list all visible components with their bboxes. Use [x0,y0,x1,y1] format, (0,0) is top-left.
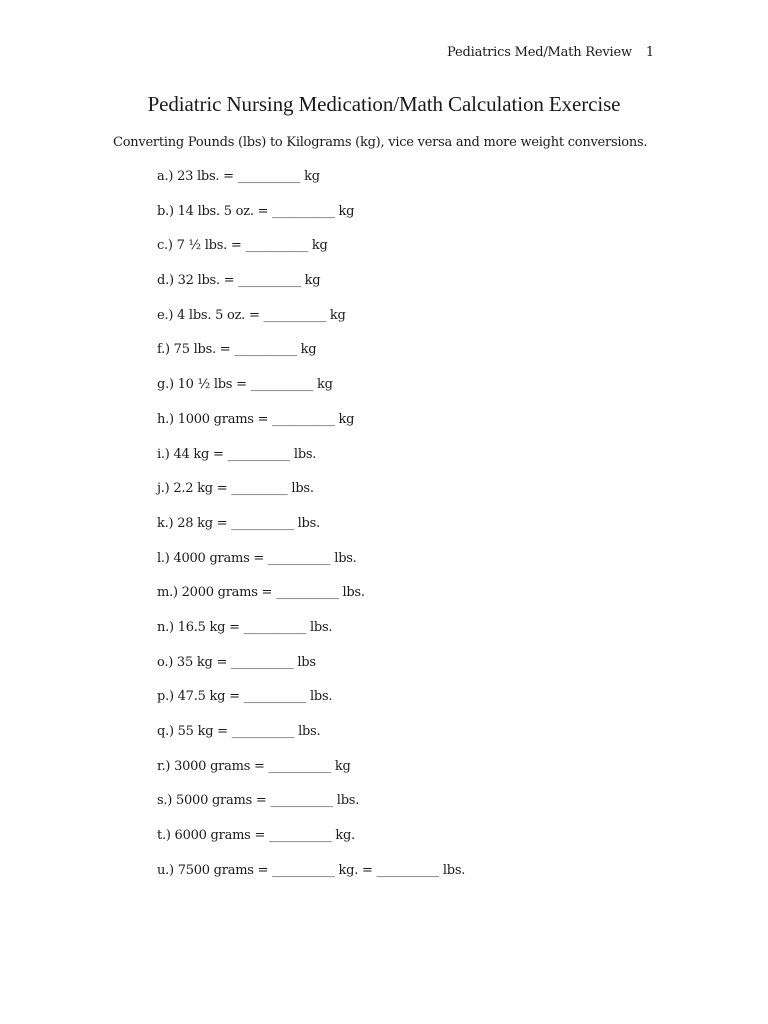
problem-item: n.) 16.5 kg = __________ lbs. [157,619,333,635]
problem-item: b.) 14 lbs. 5 oz. = __________ kg [157,203,355,219]
running-header [447,45,654,60]
problem-item: s.) 5000 grams = __________ lbs. [157,793,360,809]
problem-item: c.) 7 ½ lbs. = __________ kg [157,238,328,254]
problem-item: h.) 1000 grams = __________ kg [157,411,355,427]
problem-item: o.) 35 kg = __________ lbs [157,654,316,670]
problem-item: a.) 23 lbs. = __________ kg [157,169,320,184]
problem-item: k.) 28 kg = __________ lbs. [157,515,320,531]
problem-item: e.) 4 lbs. 5 oz. = __________ kg [157,307,346,323]
intro-text: Converting Pounds (lbs) to Kilograms (kg), vice versa and more weight conversions. [113,135,648,150]
running-header-title: Pediatrics Med/Math Review [447,45,632,60]
problem-item: g.) 10 ½ lbs = __________ kg [157,377,333,393]
problem-item: d.) 32 lbs. = __________ kg [157,273,321,289]
problem-item: f.) 75 lbs. = __________ kg [157,342,317,358]
problem-item: m.) 2000 grams = __________ lbs. [157,585,365,601]
document-title: Pediatric Nursing Medication/Math Calculation Exercise [147,92,621,116]
page-number: 1 [645,45,654,60]
problem-item: t.) 6000 grams = __________ kg. [157,828,355,844]
problem-item: i.) 44 kg = __________ lbs. [157,446,317,462]
problem-item: r.) 3000 grams = __________ kg [157,758,351,774]
problem-list [157,168,465,896]
problem-item: q.) 55 kg = __________ lbs. [157,724,321,739]
problem-item: l.) 4000 grams = __________ lbs. [157,550,357,566]
problem-item: j.) 2.2 kg = _________ lbs. [157,481,314,497]
problem-item: u.) 7500 grams = __________ kg. = __________ lbs. [157,862,466,878]
problem-item: p.) 47.5 kg = __________ lbs. [157,689,333,705]
